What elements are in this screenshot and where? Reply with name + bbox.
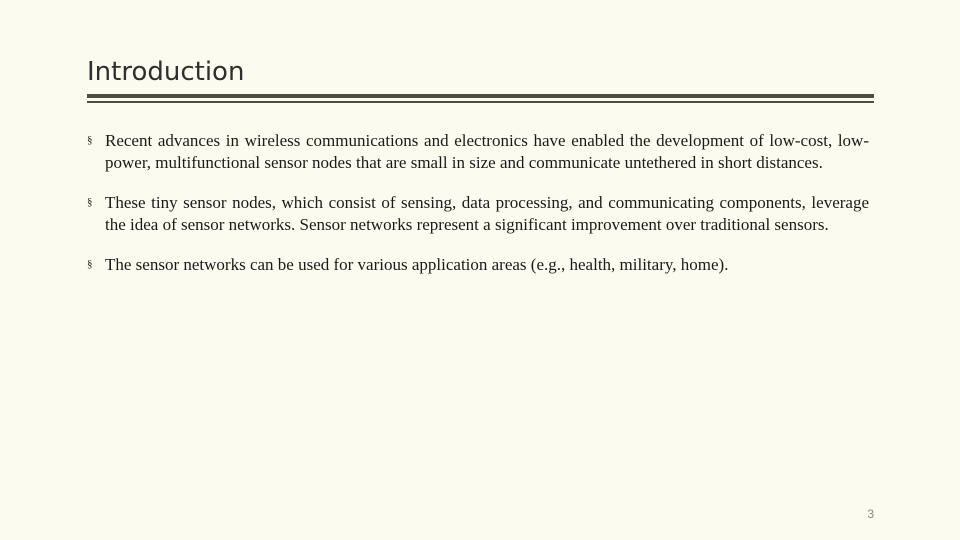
bullet-item [87, 192, 869, 235]
section-sign-bullet-icon: § [87, 134, 93, 146]
title-underline-thin [87, 101, 874, 103]
page-number: 3 [867, 507, 874, 521]
title-underline-thick [87, 94, 874, 98]
bullet-text: Recent advances in wireless communications and electronics have enabled the development of low-cost, low-power, multifunctional sensor nodes that are small in size and communicate untethered in short distances. [105, 131, 869, 172]
bullet-text: The sensor networks can be used for various application areas (e.g., health, military, home). [105, 255, 729, 274]
bullet-text: These tiny sensor nodes, which consist of sensing, data processing, and communicating components, leverage the idea of sensor networks. Sensor networks represent a significant improvement over traditional sensors. [105, 193, 869, 234]
bullet-item [87, 254, 869, 276]
section-sign-bullet-icon: § [87, 258, 93, 270]
slide-title: Introduction [87, 57, 245, 87]
bullet-item [87, 130, 869, 173]
section-sign-bullet-icon: § [87, 196, 93, 208]
bullet-list [87, 130, 869, 295]
